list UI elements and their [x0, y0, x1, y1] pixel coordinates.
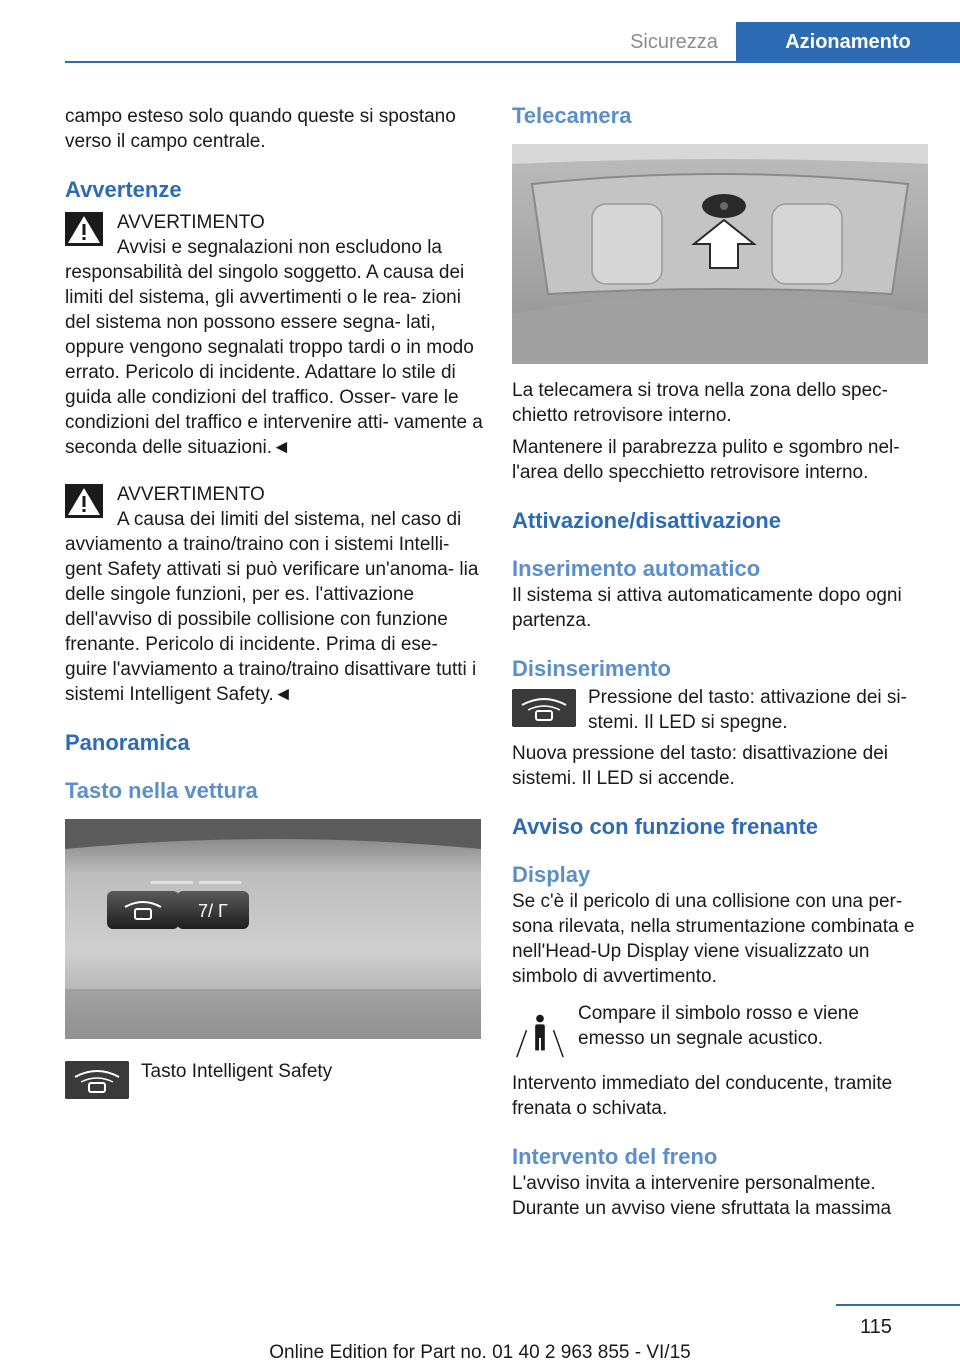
warning-2	[65, 482, 483, 707]
tab-azionamento[interactable]: Azionamento	[736, 22, 960, 62]
button-panel-photo	[65, 819, 481, 1039]
warning-triangle-icon	[65, 212, 103, 246]
intelligent-safety-button-icon	[65, 1061, 129, 1099]
button-panel-illustration	[65, 819, 481, 1039]
footer-edition: Online Edition for Part no. 01 40 2 963 855 - VI/15	[269, 1342, 691, 1362]
header-rule	[65, 61, 960, 63]
warning-2-title: AVVERTIMENTO	[117, 484, 265, 505]
button-caption: Tasto Intelligent Safety	[141, 1061, 333, 1082]
inserimento-text: Il sistema si attiva automaticamente dopo ogni partenza.	[512, 585, 902, 631]
heading-inserimento: Inserimento automatico	[512, 556, 761, 581]
right-column	[512, 100, 930, 1221]
disinserimento-row	[512, 685, 930, 735]
heading-telecamera: Telecamera	[512, 103, 632, 128]
disinserimento-text: Nuova pressione del tasto: disattivazione dei sistemi. Il LED si accende.	[512, 743, 889, 789]
heading-intervento-freno: Intervento del freno	[512, 1144, 718, 1169]
heading-panoramica: Panoramica	[65, 730, 190, 755]
intro-text: campo esteso solo quando queste si spostano verso il campo centrale.	[65, 106, 456, 152]
page-number: 115	[860, 1316, 892, 1338]
display-icon-row	[512, 1001, 930, 1057]
svg-text:7/ Γ: 7/ Γ	[198, 901, 228, 921]
heading-attivazione: Attivazione/disattivazione	[512, 508, 781, 533]
intervento-text: L'avviso invita a intervenire personalmente. Durante un avviso viene sfruttata la massima	[512, 1173, 892, 1219]
heading-disinserimento: Disinserimento	[512, 656, 671, 681]
display-text-2: Intervento immediato del conducente, tramite frenata o schivata.	[512, 1073, 893, 1119]
display-text: Se c'è il pericolo di una collisione con una per- sona rilevata, nella strumentazione combinata e nell'Head-Up Display viene visualizzato un simbolo di avvertimento.	[512, 891, 915, 987]
camera-text-2: Mantenere il parabrezza pulito e sgombro nel- l'area dello specchietto retrovisore interno.	[512, 437, 900, 483]
pedestrian-warning-icon	[512, 1007, 568, 1061]
warning-1-text: Avvisi e segnalazioni non escludono la responsabilità del singolo soggetto. A causa dei limiti del sistema, gli avvertimenti o le rea- zioni del sistema non possono essere segna- lati, oppure vengono segnalati troppo tardi o in modo errato. Pericolo di incidente. Adattare lo stile di guida alle condizioni del traffico. Osser- vare le condizioni del traffico e intervenire atti- vamente a seconda delle situazioni.◄	[65, 237, 483, 458]
left-column	[65, 100, 483, 1084]
heading-tasto-vettura: Tasto nella vettura	[65, 778, 258, 803]
heading-avviso-frenante: Avviso con funzione frenante	[512, 814, 819, 839]
warning-triangle-icon	[65, 484, 103, 518]
header-tabs	[0, 22, 960, 62]
intelligent-safety-button-icon	[512, 689, 576, 727]
heading-avvertenze: Avvertenze	[65, 177, 182, 202]
footer-rule	[836, 1304, 960, 1306]
warning-1-title: AVVERTIMENTO	[117, 212, 265, 233]
warning-1	[65, 210, 483, 460]
display-icon-text: Compare il simbolo rosso e viene emesso un segnale acustico.	[578, 1003, 859, 1049]
button-caption-row	[65, 1059, 483, 1084]
warning-2-text: A causa dei limiti del sistema, nel caso di avviamento a traino/traino con i sistemi Intelli- gent Safety attivati si può verificare un'anoma- lia delle singole funzioni, per es. l'attivazione dell'avviso di possibile collisione con funzione frenante. Pericolo di incidente. Prima di ese- guire l'avviamento a traino/traino disattivare tutti i sistemi Intelligent Safety.◄	[65, 509, 479, 705]
disinserimento-icon-text: Pressione del tasto: attivazione dei si- stemi. Il LED si spegne.	[588, 687, 907, 733]
camera-photo	[512, 144, 928, 364]
heading-display: Display	[512, 862, 591, 887]
windshield-camera-illustration	[512, 144, 928, 364]
camera-text-1: La telecamera si trova nella zona dello spec- chietto retrovisore interno.	[512, 380, 888, 426]
tab-sicurezza[interactable]: Sicurezza	[612, 22, 736, 62]
